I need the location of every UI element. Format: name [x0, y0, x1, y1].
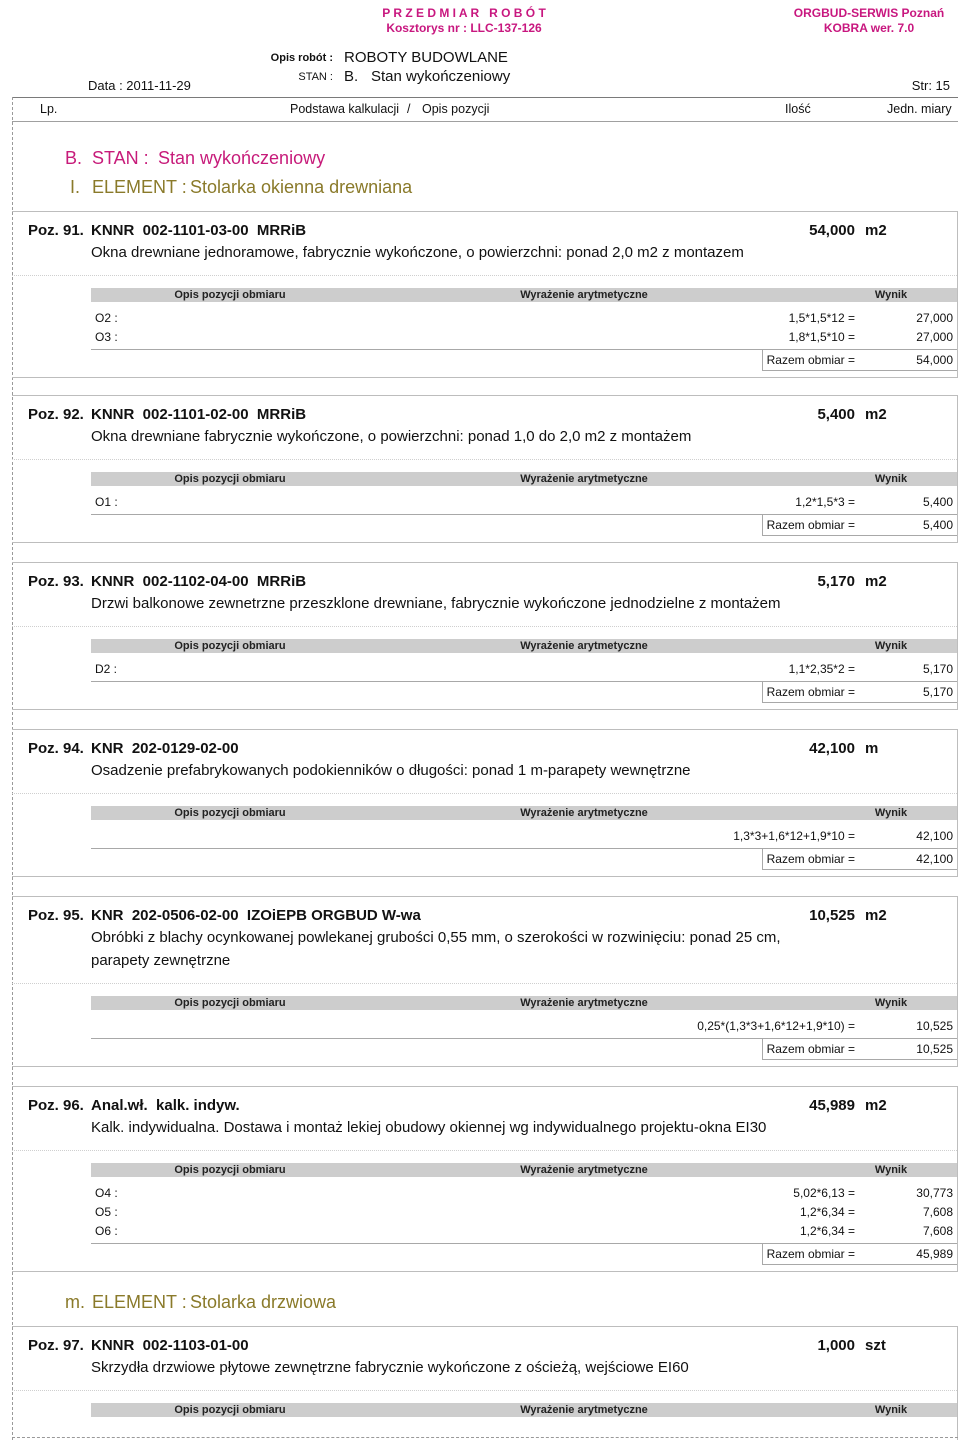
position-title-row	[12, 906, 957, 926]
position-description-continued: parapety zewnętrzne	[91, 952, 231, 969]
measurement-row	[12, 827, 957, 846]
measurement-row	[12, 1017, 957, 1036]
section-element-label: ELEMENT :	[92, 1292, 187, 1312]
position-description: Obróbki z blachy ocynkowanej powlekanej grubości 0,55 mm, o szerokości w rozwinięciu: ponad 25 cm,	[91, 929, 781, 946]
position-quantity: 45,989	[809, 1097, 855, 1114]
estimate-number: Kosztorys nr : LLC-137-126	[386, 21, 542, 35]
measurement-label: O2 :	[95, 311, 118, 325]
position-quantity: 1,000	[817, 1337, 855, 1354]
position-number: Poz. 95.	[28, 907, 84, 924]
position-description: Okna drewniane jednoramowe, fabrycznie wykończone, o powierzchni: ponad 2,0 m2 z montazem	[91, 244, 744, 261]
works-description-value: ROBOTY BUDOWLANE	[344, 49, 508, 66]
calculation-basis: KNNR 002-1101-03-00 MRRiB	[91, 222, 307, 239]
measurement-label: O6 :	[95, 1224, 118, 1238]
measurement-header	[91, 1403, 957, 1417]
column-description: Opis pozycji	[422, 102, 490, 116]
measurement-result: 10,525	[916, 1019, 953, 1033]
measurement-expression: 1,2*6,34 =	[799, 1205, 855, 1219]
position-unit: m	[865, 740, 879, 757]
page-cut-line	[12, 1437, 958, 1438]
document-title: P R Z E D M I A R R O B Ó T	[382, 6, 546, 20]
measurement-result: 27,000	[916, 330, 953, 344]
position-block	[12, 729, 958, 877]
position-description: Osadzenie prefabrykowanych podokienników o długości: ponad 1 m-parapety wewnętrzne	[91, 762, 691, 779]
measurement-expression: 1,2*1,5*3 =	[795, 495, 855, 509]
position-number: Poz. 91.	[28, 222, 84, 239]
position-description: Drzwi balkonowe zewnetrzne przeszklone drewniane, fabrycznie wykończone jednodzielne z montażem	[91, 595, 781, 612]
measurement-label: D2 :	[95, 662, 118, 676]
column-basis: Podstawa kalkulacji	[290, 102, 400, 116]
calculation-basis: KNR 202-0129-02-00	[91, 740, 239, 757]
position-number: Poz. 92.	[28, 406, 84, 423]
measurement-header-expression: Wyrażenie arytmetyczne	[520, 1164, 648, 1176]
position-unit: szt	[865, 1337, 886, 1354]
column-unit: Jedn. miary	[887, 102, 952, 116]
measurement-expression: 0,25*(1,3*3+1,6*12+1,9*10) =	[697, 1019, 855, 1033]
stage-label: STAN :	[298, 71, 333, 83]
section-stage-code: B.	[65, 148, 83, 168]
position-title-row	[12, 405, 957, 425]
measurement-row	[12, 1184, 957, 1203]
total-row	[91, 514, 957, 536]
measurement-label: O4 :	[95, 1186, 118, 1200]
measurement-header	[91, 639, 957, 653]
total-value: 5,170	[922, 685, 953, 699]
measurement-result: 5,400	[922, 495, 953, 509]
total-value: 45,989	[916, 1247, 953, 1261]
position-description: Okna drewniane fabrycznie wykończone, o powierzchni: ponad 1,0 do 2,0 m2 z montażem	[91, 428, 692, 445]
section-element-code: m.	[65, 1292, 85, 1312]
position-title-row	[12, 1096, 957, 1116]
column-quantity: Ilość	[785, 102, 811, 116]
measurement-header	[91, 288, 957, 302]
column-lp: Lp.	[40, 102, 58, 116]
measurement-result: 27,000	[916, 311, 953, 325]
column-separator: /	[407, 102, 411, 116]
works-description-label: Opis robót :	[270, 52, 333, 64]
separator-line	[12, 793, 957, 794]
total-value: 42,100	[916, 852, 953, 866]
position-block	[12, 1326, 958, 1440]
total-row	[91, 349, 957, 371]
total-row	[91, 1243, 957, 1265]
total-row	[91, 848, 957, 870]
position-number: Poz. 94.	[28, 740, 84, 757]
measurement-expression: 1,2*6,34 =	[799, 1224, 855, 1238]
section-element-code: I.	[70, 177, 81, 197]
total-label: Razem obmiar =	[766, 518, 855, 532]
position-quantity: 54,000	[809, 222, 855, 239]
measurement-expression: 5,02*6,13 =	[793, 1186, 855, 1200]
position-description: Kalk. indywidualna. Dostawa i montaż lekiej obudowy okiennej wg indywidualnego projektu-okna EI30	[91, 1119, 767, 1136]
position-quantity: 5,170	[817, 573, 855, 590]
total-value: 10,525	[916, 1042, 953, 1056]
measurement-header-result: Wynik	[874, 640, 908, 652]
position-quantity: 42,100	[809, 740, 855, 757]
total-row	[91, 681, 957, 703]
separator-line	[12, 1390, 957, 1391]
measurement-header-expression: Wyrażenie arytmetyczne	[520, 1404, 648, 1416]
measurement-header-result: Wynik	[874, 807, 908, 819]
measurement-label: O3 :	[95, 330, 118, 344]
measurement-header-description: Opis pozycji obmiaru	[174, 807, 286, 819]
calculation-basis: KNR 202-0506-02-00 IZOiEPB ORGBUD W-wa	[91, 907, 421, 924]
measurement-header-description: Opis pozycji obmiaru	[174, 473, 286, 485]
measurement-label: O5 :	[95, 1205, 118, 1219]
position-block	[12, 896, 958, 1067]
separator-line	[12, 459, 957, 460]
measurement-result: 5,170	[922, 662, 953, 676]
company-name: ORGBUD-SERWIS Poznań	[793, 6, 945, 20]
software-version: KOBRA wer. 7.0	[823, 21, 915, 35]
position-block	[12, 562, 958, 710]
measurement-expression: 1,8*1,5*10 =	[788, 330, 855, 344]
header-divider	[12, 97, 958, 98]
position-title-row	[12, 221, 957, 241]
measurement-header-result: Wynik	[874, 289, 908, 301]
measurement-expression: 1,1*2,35*2 =	[788, 662, 855, 676]
total-label: Razem obmiar =	[766, 353, 855, 367]
total-label: Razem obmiar =	[766, 852, 855, 866]
measurement-label: O1 :	[95, 495, 118, 509]
measurement-header-expression: Wyrażenie arytmetyczne	[520, 473, 648, 485]
total-row	[91, 1038, 957, 1060]
position-block	[12, 1086, 958, 1272]
measurement-result: 7,608	[922, 1224, 953, 1238]
position-number: Poz. 93.	[28, 573, 84, 590]
calculation-basis: KNNR 002-1103-01-00	[91, 1337, 249, 1354]
position-unit: m2	[865, 573, 887, 590]
calculation-basis: KNNR 002-1102-04-00 MRRiB	[91, 573, 307, 590]
measurement-header-result: Wynik	[874, 1404, 908, 1416]
position-unit: m2	[865, 222, 887, 239]
measurement-header	[91, 996, 957, 1010]
measurement-row	[12, 1222, 957, 1241]
separator-line	[12, 983, 957, 984]
section-stage-label: STAN :	[92, 148, 149, 168]
stage-value: Stan wykończeniowy	[371, 68, 511, 85]
position-unit: m2	[865, 907, 887, 924]
page-number: Str: 15	[911, 78, 950, 93]
section-element-name: Stolarka okienna drewniana	[190, 177, 413, 197]
measurement-row	[12, 660, 957, 679]
section-stage-name: Stan wykończeniowy	[158, 148, 326, 168]
measurement-header-expression: Wyrażenie arytmetyczne	[520, 640, 648, 652]
position-description: Skrzydła drzwiowe płytowe zewnętrzne fabrycznie wykończone z ościeżą, wejściowe EI60	[91, 1359, 689, 1376]
position-quantity: 10,525	[809, 907, 855, 924]
measurement-header-description: Opis pozycji obmiaru	[174, 997, 286, 1009]
measurement-result: 30,773	[916, 1186, 953, 1200]
separator-line	[12, 626, 957, 627]
measurement-header-result: Wynik	[874, 997, 908, 1009]
calculation-basis: Anal.wł. kalk. indyw.	[91, 1097, 240, 1114]
measurement-row	[12, 1203, 957, 1222]
position-number: Poz. 97.	[28, 1337, 84, 1354]
measurement-header-description: Opis pozycji obmiaru	[174, 289, 286, 301]
measurement-header-expression: Wyrażenie arytmetyczne	[520, 997, 648, 1009]
measurement-header	[91, 472, 957, 486]
total-label: Razem obmiar =	[766, 685, 855, 699]
position-unit: m2	[865, 406, 887, 423]
measurement-header	[91, 1163, 957, 1177]
measurement-row	[12, 328, 957, 347]
measurement-row	[12, 309, 957, 328]
measurement-result: 42,100	[916, 829, 953, 843]
measurement-expression: 1,3*3+1,6*12+1,9*10 =	[733, 829, 855, 843]
calculation-basis: KNNR 002-1101-02-00 MRRiB	[91, 406, 307, 423]
measurement-header-result: Wynik	[874, 473, 908, 485]
measurement-header-result: Wynik	[874, 1164, 908, 1176]
position-unit: m2	[865, 1097, 887, 1114]
section-element-label: ELEMENT :	[92, 177, 187, 197]
position-title-row	[12, 572, 957, 592]
measurement-header-expression: Wyrażenie arytmetyczne	[520, 807, 648, 819]
separator-line	[12, 1150, 957, 1151]
column-header-divider	[12, 121, 958, 122]
total-label: Razem obmiar =	[766, 1042, 855, 1056]
position-title-row	[12, 739, 957, 759]
total-label: Razem obmiar =	[766, 1247, 855, 1261]
stage-code: B.	[344, 68, 359, 85]
measurement-row	[12, 493, 957, 512]
section-element-name: Stolarka drzwiowa	[190, 1292, 337, 1312]
total-value: 54,000	[916, 353, 953, 367]
measurement-header-description: Opis pozycji obmiaru	[174, 1404, 286, 1416]
position-title-row	[12, 1336, 957, 1356]
measurement-header-description: Opis pozycji obmiaru	[174, 640, 286, 652]
measurement-header	[91, 806, 957, 820]
measurement-expression: 1,5*1,5*12 =	[788, 311, 855, 325]
measurement-header-expression: Wyrażenie arytmetyczne	[520, 289, 648, 301]
measurement-header-description: Opis pozycji obmiaru	[174, 1164, 286, 1176]
separator-line	[12, 275, 957, 276]
position-block	[12, 211, 958, 378]
measurement-result: 7,608	[922, 1205, 953, 1219]
total-value: 5,400	[922, 518, 953, 532]
position-quantity: 5,400	[817, 406, 855, 423]
position-block	[12, 395, 958, 543]
document-date: Data : 2011-11-29	[88, 78, 191, 93]
position-number: Poz. 96.	[28, 1097, 84, 1114]
